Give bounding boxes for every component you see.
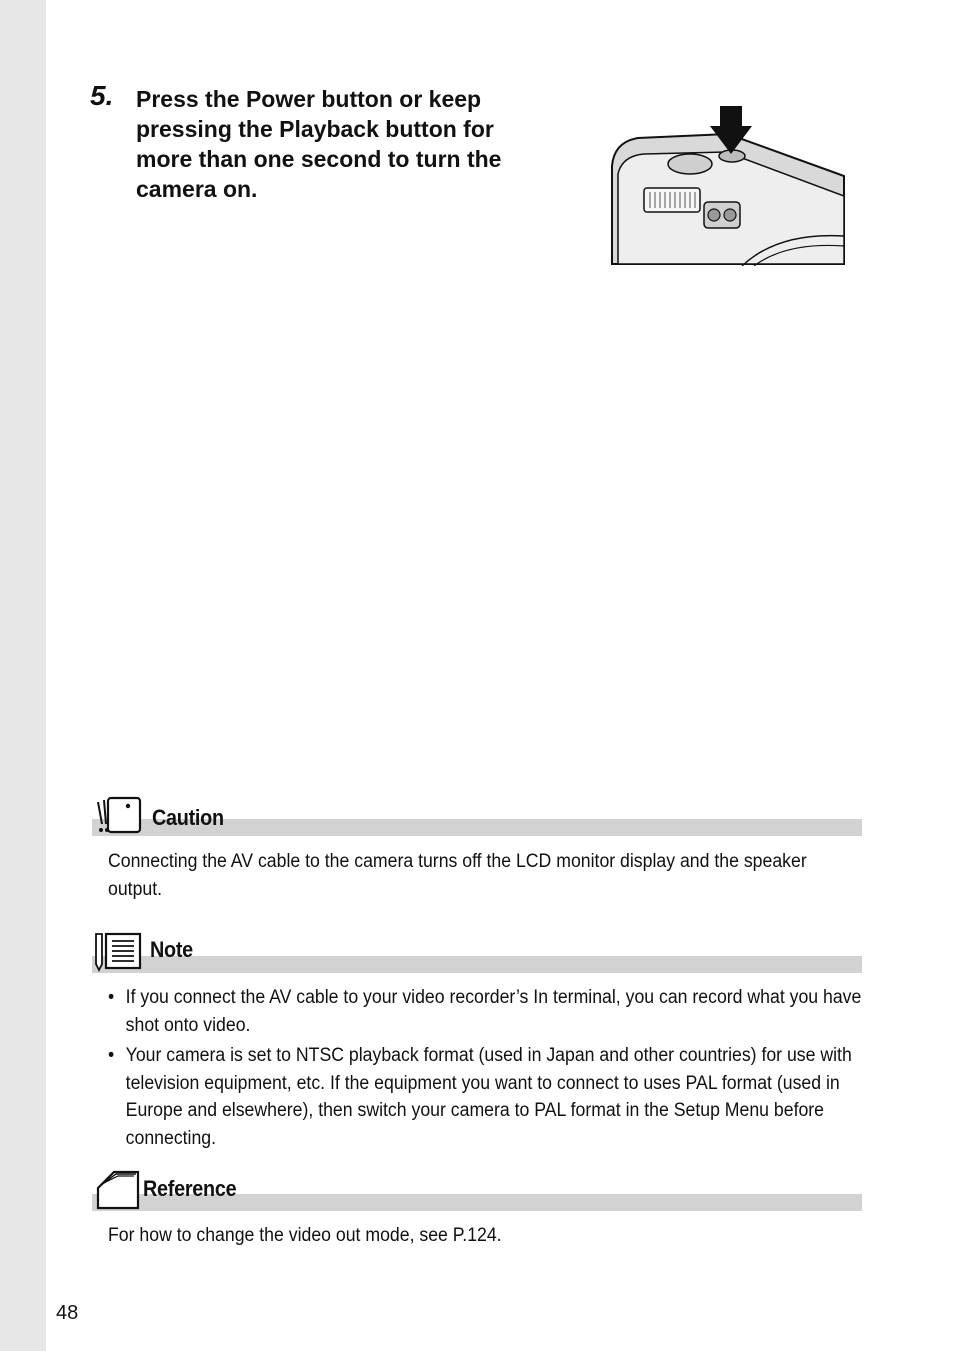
caution-icon — [94, 796, 144, 836]
page-number: 48 — [56, 1302, 79, 1324]
note-title: Note — [150, 937, 193, 962]
reference-text: For how to change the video out mode, see P.124. — [108, 1225, 502, 1246]
note-header-bar — [92, 956, 862, 973]
step-number: 5. — [90, 80, 114, 111]
note-list — [108, 984, 908, 1155]
caution-text: Connecting the AV cable to the camera turns off the LCD monitor display and the speaker output. — [108, 851, 807, 900]
step-instruction: Press the Power button or keep pressing the Playback button for more than one second to turn the camera on. — [136, 86, 502, 202]
note-item-text: If you connect the AV cable to your video recorder’s In terminal, you can record what you have shot onto video. — [125, 987, 862, 1036]
list-item — [108, 984, 879, 1039]
note-icon — [92, 930, 144, 972]
page-side-strip — [0, 0, 46, 1351]
note-item-text: Your camera is set to NTSC playback format (used in Japan and other countries) for use with television equipment, etc. If the equipment you want to connect to uses PAL format (used in Europe and elsewhere), then switch your camera to PAL format in the Setup Menu before connecting. — [125, 1045, 852, 1149]
reference-title: Reference — [143, 1176, 237, 1201]
list-item — [108, 1042, 879, 1152]
caution-title: Caution — [152, 805, 224, 830]
camera-power-illustration — [608, 104, 848, 266]
bullet-icon: • — [108, 1045, 115, 1066]
bullet-icon: • — [108, 987, 115, 1008]
reference-icon — [94, 1168, 142, 1212]
